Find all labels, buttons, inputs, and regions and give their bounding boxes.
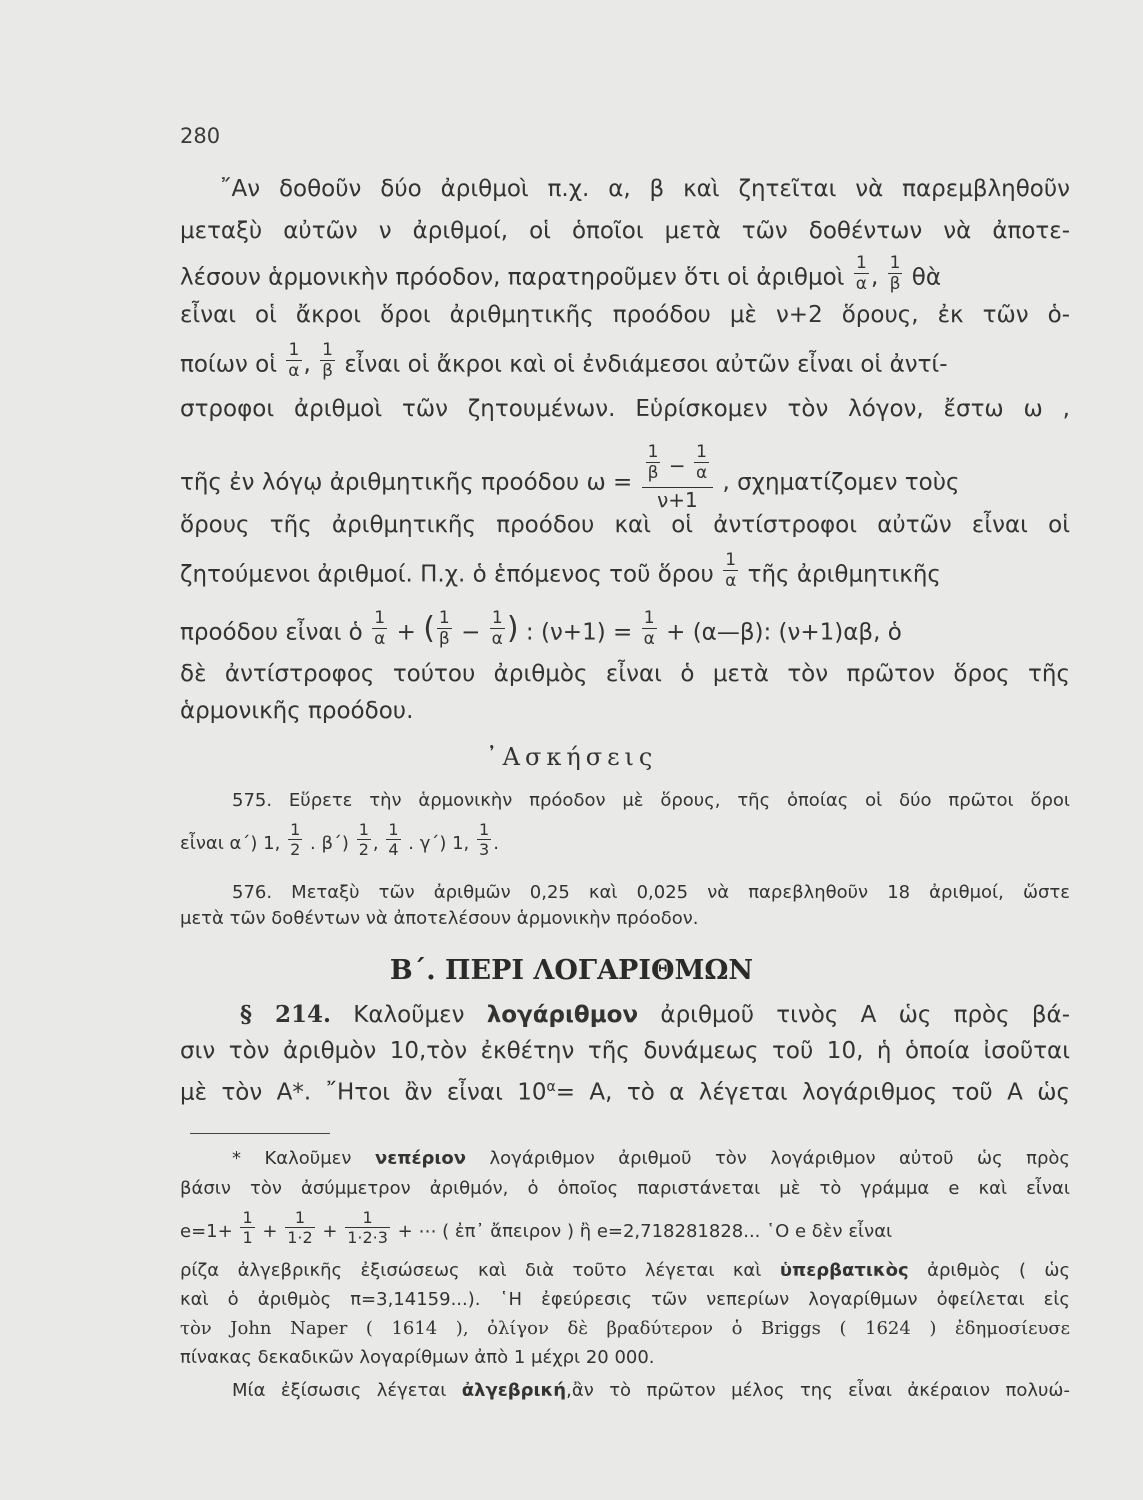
section-text: Καλοῦμεν [353, 1002, 465, 1028]
numerator: 1 [642, 610, 657, 629]
numerator: 1 [888, 255, 903, 274]
denominator: β [322, 361, 333, 381]
numerator: 1 [290, 820, 301, 839]
section-214-line-3 [180, 1072, 1070, 1108]
main-line-7 [180, 442, 1070, 514]
main-line-11: δὲ ἀντίστροφος τούτου ἀριθμὸς εἶναι ὁ μετὰ τὸν πρῶτον ὅρος τῆς [180, 661, 1070, 687]
footnote-line-6: τὸν John Naper ( 1614 ), ὀλίγον δὲ βραδύτερον ὁ Briggs ( 1624 ) ἐδημοσίευσε [180, 1318, 1070, 1339]
comma: , [303, 351, 311, 378]
main-line-10-tail: + (α—β): (ν+1)αβ, ὁ [666, 619, 902, 646]
exercise-575-part-b: . β΄) [310, 833, 349, 854]
exercise-575-line-2 [180, 820, 1070, 862]
comma: , [372, 833, 379, 854]
fraction-1-over-alpha [723, 552, 738, 590]
denominator: α [643, 629, 655, 649]
fraction-1-over-beta [320, 342, 335, 380]
section-text: μὲ τὸν Α*. ῎Ητοι ἂν εἶναι 10 [180, 1079, 547, 1106]
footnote-line-3 [180, 1208, 1070, 1250]
main-line-9-tail: τῆς ἀριθμητικῆς [747, 561, 941, 588]
footnote-line-4 [180, 1258, 1070, 1284]
footnote-text: * Καλοῦμεν [232, 1148, 352, 1169]
main-line-5-tail: εἶναι οἱ ἄκροι καὶ οἱ ἐνδιάμεσοι αὐτῶν εἶναι οἱ ἀντί- [344, 351, 948, 378]
fraction-1-over-1x2x3 [345, 1210, 390, 1246]
main-line-8: ὅρους τῆς ἀριθμητικῆς προόδου καὶ οἱ ἀντίστροφοι αὐτῶν εἶναι οἱ [180, 512, 1070, 538]
plus-sign: + [396, 619, 416, 646]
footnote-e-end: + ⋯ ( ἐπ᾿ ἄπειρον ) ἢ e=2,718281828... ῾Ο e δὲν εἶναι [397, 1221, 893, 1242]
main-line-3 [180, 253, 1070, 297]
exercise-576-line-1: 576. Μεταξὺ τῶν ἀριθμῶν 0,25 καὶ 0,025 νὰ παρεβληθοῦν 18 ἀριθμοί, ὥστε [232, 882, 1070, 903]
section-214-line-2: σιν τὸν ἀριθμὸν 10,τὸν ἐκθέτην τῆς δυνάμεως τοῦ 10, ἡ ὁποία ἰσοῦται [180, 1038, 1070, 1064]
numerator: 1 [854, 255, 869, 274]
denominator: α [491, 629, 503, 649]
exercises-heading: ᾿Ασκήσεις [485, 743, 658, 771]
denominator: 2 [358, 840, 369, 859]
footnote-text-tail: ,ἂν τὸ πρῶτον μέλος της εἶναι ἀκέραιον πολυώ- [566, 1380, 1070, 1401]
fraction-1-over-alpha [286, 342, 301, 380]
footnote-text-tail: λογάριθμον ἀριθμοῦ τὸν λογάριθμον αὐτοῦ ὡς πρὸς [489, 1148, 1070, 1169]
denominator: 2 [290, 840, 301, 859]
main-line-9 [180, 550, 1070, 594]
section-number: § 214. [240, 1001, 331, 1028]
numerator: 1 [388, 820, 399, 839]
main-line-3-text: λέσουν ἁρμονικὴν πρόοδον, παρατηροῦμεν ὅτι οἱ ἀριθμοὶ [180, 264, 845, 291]
chapter-title: Β΄. ΠΕΡΙ ΛΟΓΑΡΙΘΜΩΝ [389, 955, 754, 986]
main-line-10-text: προόδου εἶναι ὁ [180, 619, 363, 646]
fraction-1-over-beta [646, 444, 661, 482]
main-line-1: ῎Αν δοθοῦν δύο ἀριθμοὶ π.χ. α, β καὶ ζητεῖται νὰ παρεμβληθοῦν [220, 176, 1070, 202]
denominator: 1·2·3 [347, 1228, 388, 1247]
denominator: β [889, 274, 901, 294]
footnote-line-5: καὶ ὁ ἀριθμὸς π=3,14159...). ῾Η ἐφεύρεσις τῶν νεπερίων λογαρίθμων ὀφείλεται εἰς [180, 1289, 1070, 1310]
main-line-7-text: τῆς ἐν λόγῳ ἀριθμητικῆς προόδου ω = [180, 469, 633, 496]
footnote-rule [190, 1133, 330, 1134]
section-214-line-1 [240, 1000, 1070, 1030]
exponent: α [546, 1079, 556, 1095]
numerator: 1 [479, 820, 490, 839]
numerator: 1 [242, 1208, 253, 1227]
denominator: α [288, 361, 300, 381]
denominator: α [725, 571, 737, 591]
fraction-1-over-alpha [854, 255, 869, 293]
fraction-1-over-4 [386, 822, 400, 858]
footnote-line-1 [180, 1146, 1070, 1172]
numerator: 1 [723, 552, 738, 571]
denominator: 4 [388, 840, 399, 859]
main-line-9-text: ζητούμενοι ἀριθμοί. Π.χ. ὁ ἑπόμενος τοῦ ὅρου [180, 561, 714, 588]
minus-sign: − [668, 453, 686, 478]
main-line-7-tail: , σχηματίζομεν τοὺς [722, 469, 960, 496]
footnote-line-7: πίνακας δεκαδικῶν λογαρίθμων ἀπὸ 1 μέχρι 20 000. [180, 1347, 655, 1368]
denominator: α [374, 629, 386, 649]
page-number: 280 [180, 124, 221, 148]
left-paren: ( [423, 611, 435, 646]
numerator: 1 [437, 610, 452, 629]
numerator: 1 [694, 444, 709, 463]
denominator: 1 [242, 1228, 253, 1247]
denominator: 1·2 [287, 1228, 313, 1247]
denominator: α [695, 463, 708, 483]
fraction-1-over-2 [288, 822, 302, 858]
footnote-line-2: βάσιν τὸν ἀσύμμετρον ἀριθμόν, ὁ ὁποῖος παριστάνεται μὲ τὸ γράμμα e καὶ εἶναι [180, 1178, 1070, 1199]
fraction-1-over-alpha [642, 610, 657, 648]
numerator: 1 [320, 342, 335, 361]
right-paren: ) [506, 611, 519, 646]
fraction-1-over-alpha [372, 610, 387, 648]
main-line-6: στροφοι ἀριθμοὶ τῶν ζητουμένων. Εὑρίσκομεν τὸν λόγον, ἔστω ω , [180, 396, 1070, 422]
numerator: 1 [490, 610, 505, 629]
exercise-576-line-2: μετὰ τῶν δοθέντων νὰ ἀποτελέσουν ἁρμονικὴν πρόοδον. [180, 908, 699, 929]
section-text-tail: ἀριθμοῦ τινὸς Α ὡς πρὸς βά- [660, 1002, 1071, 1028]
bold-term-algebraic: ἀλγεβρική [461, 1380, 567, 1401]
numerator: 1 [646, 444, 661, 463]
exercise-575-line-1: 575. Εὕρετε τὴν ἁρμονικὴν πρόοδον μὲ ὅρους, τῆς ὁποίας οἱ δύο πρῶτοι ὅροι [232, 790, 1070, 811]
fraction-1-over-alpha [694, 444, 709, 482]
footnote-text: ρίζα ἀλγεβρικῆς ἐξισώσεως καὶ διὰ τοῦτο λέγεται καὶ [180, 1260, 762, 1281]
bold-term-transcendental: ὑπερβατικὸς [779, 1260, 909, 1281]
numerator: 1 [372, 610, 387, 629]
bold-term-logarithm: λογάριθμον [486, 1002, 639, 1028]
comma: , [870, 264, 879, 291]
fraction-1-over-beta [437, 610, 452, 648]
bold-term-neperian: νεπέριον [374, 1148, 467, 1169]
fraction-1-over-1x2 [285, 1210, 314, 1246]
fraction-omega [642, 442, 714, 512]
denominator: α [855, 274, 867, 294]
fraction-1-over-alpha [490, 610, 505, 648]
exercise-575-part-a: εἶναι α΄) 1, [180, 833, 281, 854]
fraction-1-over-3 [477, 822, 491, 858]
main-line-5-text: ποίων οἱ [180, 351, 277, 378]
plus-sign: + [262, 1221, 278, 1242]
period: . [493, 833, 499, 854]
main-line-3-tail: θὰ [911, 264, 941, 291]
footnote-line-8 [180, 1378, 1070, 1404]
omega-denominator: ν+1 [657, 488, 698, 512]
fraction-1-over-2 [357, 822, 371, 858]
main-line-5 [180, 340, 1070, 384]
omega-numerator [642, 442, 714, 488]
footnote-e-start: e=1+ [180, 1221, 233, 1242]
numerator: 1 [285, 1210, 314, 1228]
numerator: 1 [286, 342, 301, 361]
plus-sign: + [322, 1221, 338, 1242]
section-text-tail: = Α, τὸ α λέγεται λογάριθμος τοῦ Α ὡς [555, 1079, 1070, 1106]
numerator: 1 [345, 1210, 390, 1228]
footnote-text: Μία ἐξίσωσις λέγεται [232, 1380, 447, 1401]
main-line-2: μεταξὺ αὐτῶν ν ἀριθμοί, οἱ ὁποῖοι μετὰ τῶν δοθέντων νὰ ἀποτε- [180, 218, 1070, 244]
denominator: β [647, 463, 659, 483]
denominator: 3 [479, 840, 490, 859]
numerator: 1 [358, 820, 369, 839]
main-line-10 [180, 608, 1070, 652]
minus-sign: − [461, 619, 481, 646]
footnote-text-tail: ἀριθμὸς ( ὡς [927, 1260, 1071, 1281]
denominator: β [438, 629, 450, 649]
fraction-1-over-1 [240, 1210, 254, 1246]
main-line-4: εἶναι οἱ ἄκροι ὅροι ἀριθμητικῆς προόδου μὲ ν+2 ὅρους, ἐκ τῶν ὁ- [180, 302, 1070, 328]
main-line-12: ἁρμονικῆς προόδου. [180, 698, 414, 724]
fraction-1-over-beta [888, 255, 903, 293]
exercise-575-part-c: . γ΄) 1, [408, 833, 470, 854]
main-line-10-mid: : (ν+1) = [525, 619, 633, 646]
